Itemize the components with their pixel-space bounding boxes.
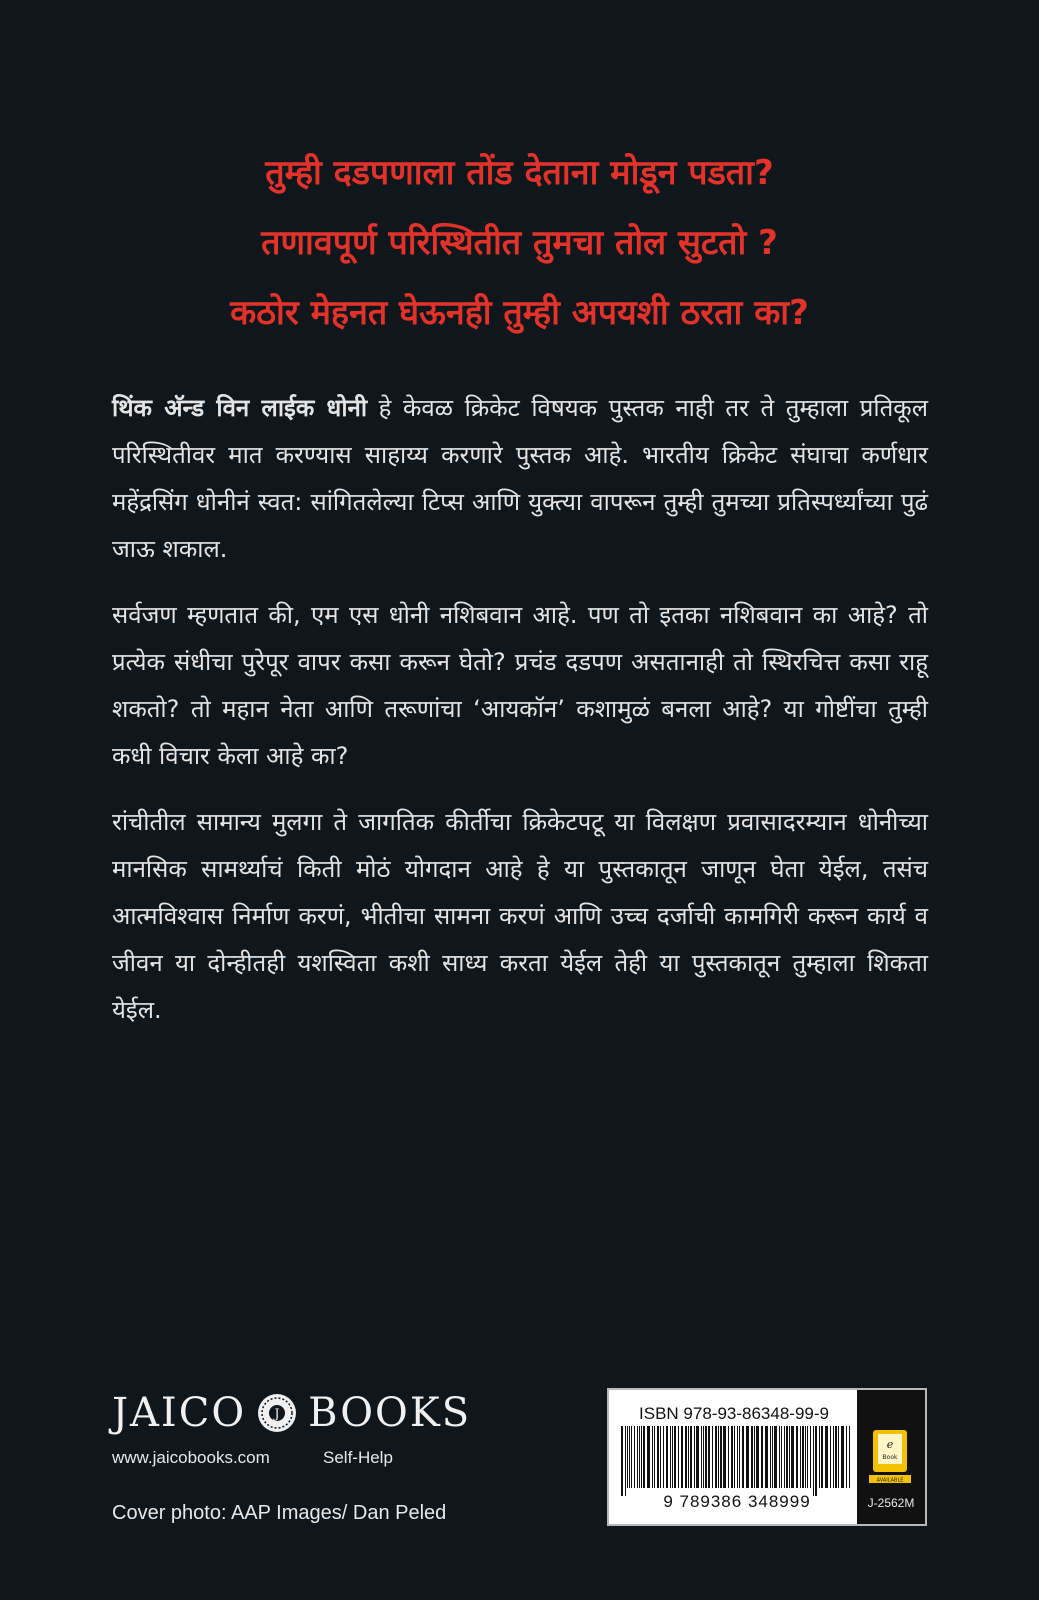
ebook-panel [857, 1390, 925, 1524]
barcode-bar [791, 1426, 794, 1488]
barcode-bar [774, 1426, 777, 1488]
barcode-bar [672, 1426, 673, 1488]
barcode-bar [751, 1426, 753, 1488]
barcode-bar [819, 1426, 820, 1488]
barcode-bar [723, 1426, 726, 1488]
barcode-icon [619, 1426, 855, 1496]
barcode-bar [800, 1426, 801, 1488]
barcode-bar [696, 1426, 699, 1488]
barcode-bar [765, 1426, 768, 1488]
barcode-bar [802, 1426, 804, 1488]
barcode-bar [647, 1426, 650, 1488]
barcode-bar [678, 1426, 679, 1488]
barcode-bar [779, 1426, 780, 1488]
blurb-paragraph-2: सर्वजण म्हणतात की, एम एस धोनी नशिबवान आहे. पण तो इतका नशिबवान का आहे? तो प्रत्येक संधीचा पुरेपूर वापर कसा करून घेतो? प्रचंड दडपण असतानाही तो स्थिरचित्त कसा राहू शकतो? तो महान नेता आणि तरूणांचा ‘आयकॉन’ कशामुळं बनला आहे? या गोष्टींचा तुम्ही कधी विचार केला आहे का? [112, 601, 928, 770]
barcode-bar [712, 1426, 713, 1488]
barcode-bar [666, 1426, 668, 1488]
barcode-bar [742, 1426, 744, 1488]
barcode-bar [621, 1426, 623, 1496]
barcode-bar [663, 1426, 664, 1488]
svg-text:J: J [274, 1407, 280, 1422]
publisher-info [112, 1446, 393, 1470]
barcode-bar [720, 1426, 722, 1488]
barcode-bar [784, 1426, 785, 1488]
ebook-available-badge-icon [867, 1428, 913, 1486]
blurb-paragraph-1-text: हे केवळ क्रिकेट विषयक पुस्तक नाही तर ते तुम्हाला प्रतिकूल परिस्थितीवर मात करण्यास साहाय्य करणारे पुस्तक आहे. भारतीय क्रिकेट संघाचा कर्णधार महेंद्रसिंग धोनीनं स्वत: सांगितलेल्या टिप्स आणि युक्त्या वापरून तुम्ही तुमच्या प्रतिस्पर्ध्यांच्या पुढं जाऊ शकाल. [112, 394, 928, 563]
barcode-bar [846, 1426, 847, 1488]
barcode-bar [660, 1426, 661, 1488]
barcode-bar [737, 1426, 738, 1488]
barcode-bar [681, 1426, 683, 1488]
barcode-bar [643, 1426, 645, 1488]
svg-text:e: e [886, 1438, 894, 1451]
barcode-bar [754, 1426, 755, 1488]
barcode-bar [746, 1426, 749, 1488]
barcode-bar [830, 1426, 831, 1488]
barcode-bar [849, 1426, 850, 1488]
barcode-bar [825, 1426, 828, 1488]
barcode-bar [810, 1426, 811, 1488]
barcode-bar [631, 1426, 632, 1488]
blurb [112, 385, 928, 1053]
barcode-bar [772, 1426, 773, 1488]
publisher-name-left: JAICO [112, 1390, 247, 1436]
barcode-bar [789, 1426, 790, 1488]
barcode-bar [761, 1426, 763, 1488]
svg-text:AVAILABLE: AVAILABLE [876, 1477, 904, 1484]
cover-photo-credit: Cover photo: AAP Images/ Dan Peled [112, 1502, 447, 1524]
barcode-bar [641, 1426, 642, 1488]
barcode-bar [838, 1426, 839, 1488]
barcode-bar [703, 1426, 704, 1488]
barcode-digits: 9 789386 348999 [663, 1492, 811, 1511]
barcode-bar [731, 1426, 733, 1488]
barcode-bar [807, 1426, 808, 1488]
barcode-bar [781, 1426, 782, 1488]
barcode-bar [708, 1426, 710, 1488]
barcode-bar [701, 1426, 702, 1488]
svg-text:Book: Book [882, 1454, 898, 1461]
barcode-bar [786, 1426, 788, 1488]
barcode-bar [690, 1426, 692, 1488]
book-title-lead: थिंक अ‍ॅन्ड विन लाईक धोनी [112, 394, 368, 422]
barcode-bar [796, 1426, 798, 1488]
barcode-bar [685, 1426, 687, 1488]
barcode-bar [805, 1426, 806, 1488]
barcode-bar [835, 1426, 837, 1488]
isbn-barcode-box [607, 1388, 927, 1526]
publisher-name-right: BOOKS [308, 1390, 472, 1436]
barcode-bar [654, 1426, 655, 1488]
barcode-bar [756, 1426, 759, 1488]
book-category: Self-Help [323, 1448, 393, 1467]
barcode-bar [629, 1426, 630, 1488]
headline-block [0, 138, 1039, 348]
barcode-bar [813, 1426, 814, 1496]
barcode-bar [841, 1426, 844, 1488]
headline-2: तणावपूर्ण परिस्थितीत तुमचा तोल सुटतो ? [261, 223, 778, 263]
barcode-bar [688, 1426, 689, 1488]
isbn-label: ISBN 978-93-86348-99-9 [639, 1404, 829, 1423]
barcode-bar [634, 1426, 635, 1488]
barcode-bar [718, 1426, 719, 1488]
publisher-logo [112, 1384, 471, 1442]
blurb-paragraph-1 [112, 385, 928, 573]
barcode-bar [821, 1426, 823, 1488]
barcode-bar [833, 1426, 834, 1488]
barcode-bar [815, 1426, 817, 1496]
barcode-bar [625, 1426, 626, 1496]
headline-3: कठोर मेहनत घेऊनही तुम्ही अपयशी ठरता का? [230, 293, 809, 333]
book-code: J-2562M [867, 1496, 915, 1510]
barcode-bar [657, 1426, 659, 1488]
barcode-bar [715, 1426, 717, 1488]
barcode-bar [770, 1426, 771, 1488]
barcode-bar [694, 1426, 695, 1488]
barcode-bar [639, 1426, 640, 1488]
barcode-bar [652, 1426, 653, 1488]
barcode-bar [728, 1426, 729, 1488]
publisher-website: www.jaicobooks.com [112, 1448, 270, 1467]
barcode-bar [674, 1426, 676, 1488]
jaico-sun-logo-icon [256, 1392, 298, 1434]
barcode-bar [705, 1426, 707, 1488]
blurb-paragraph-3: रांचीतील सामान्य मुलगा ते जागतिक कीर्तीचा क्रिकेटपटू या विलक्षण प्रवासादरम्यान धोनीच्या मानसिक सामर्थ्याचं किती मोठं योगदान आहे हे या पुस्तकातून जाणून घेता येईल, तसंच आत्मविश्वास निर्माण करणं, भीतीचा सामना करणं आणि उच्च दर्जाची कामगिरी करून कार्य व जीवन या दोन्हीतही यशस्विता कशी साध्य करता येईल तेही या पुस्तकातून तुम्हाला शिकता येईल. [112, 808, 928, 1024]
barcode-bar [627, 1426, 628, 1488]
headline-1: तुम्ही दडपणाला तोंड देताना मोडून पडता? [265, 153, 774, 193]
barcode-bar [739, 1426, 740, 1488]
barcode-bar [637, 1426, 638, 1488]
barcode-bar [734, 1426, 735, 1488]
barcode-bar [670, 1426, 671, 1488]
